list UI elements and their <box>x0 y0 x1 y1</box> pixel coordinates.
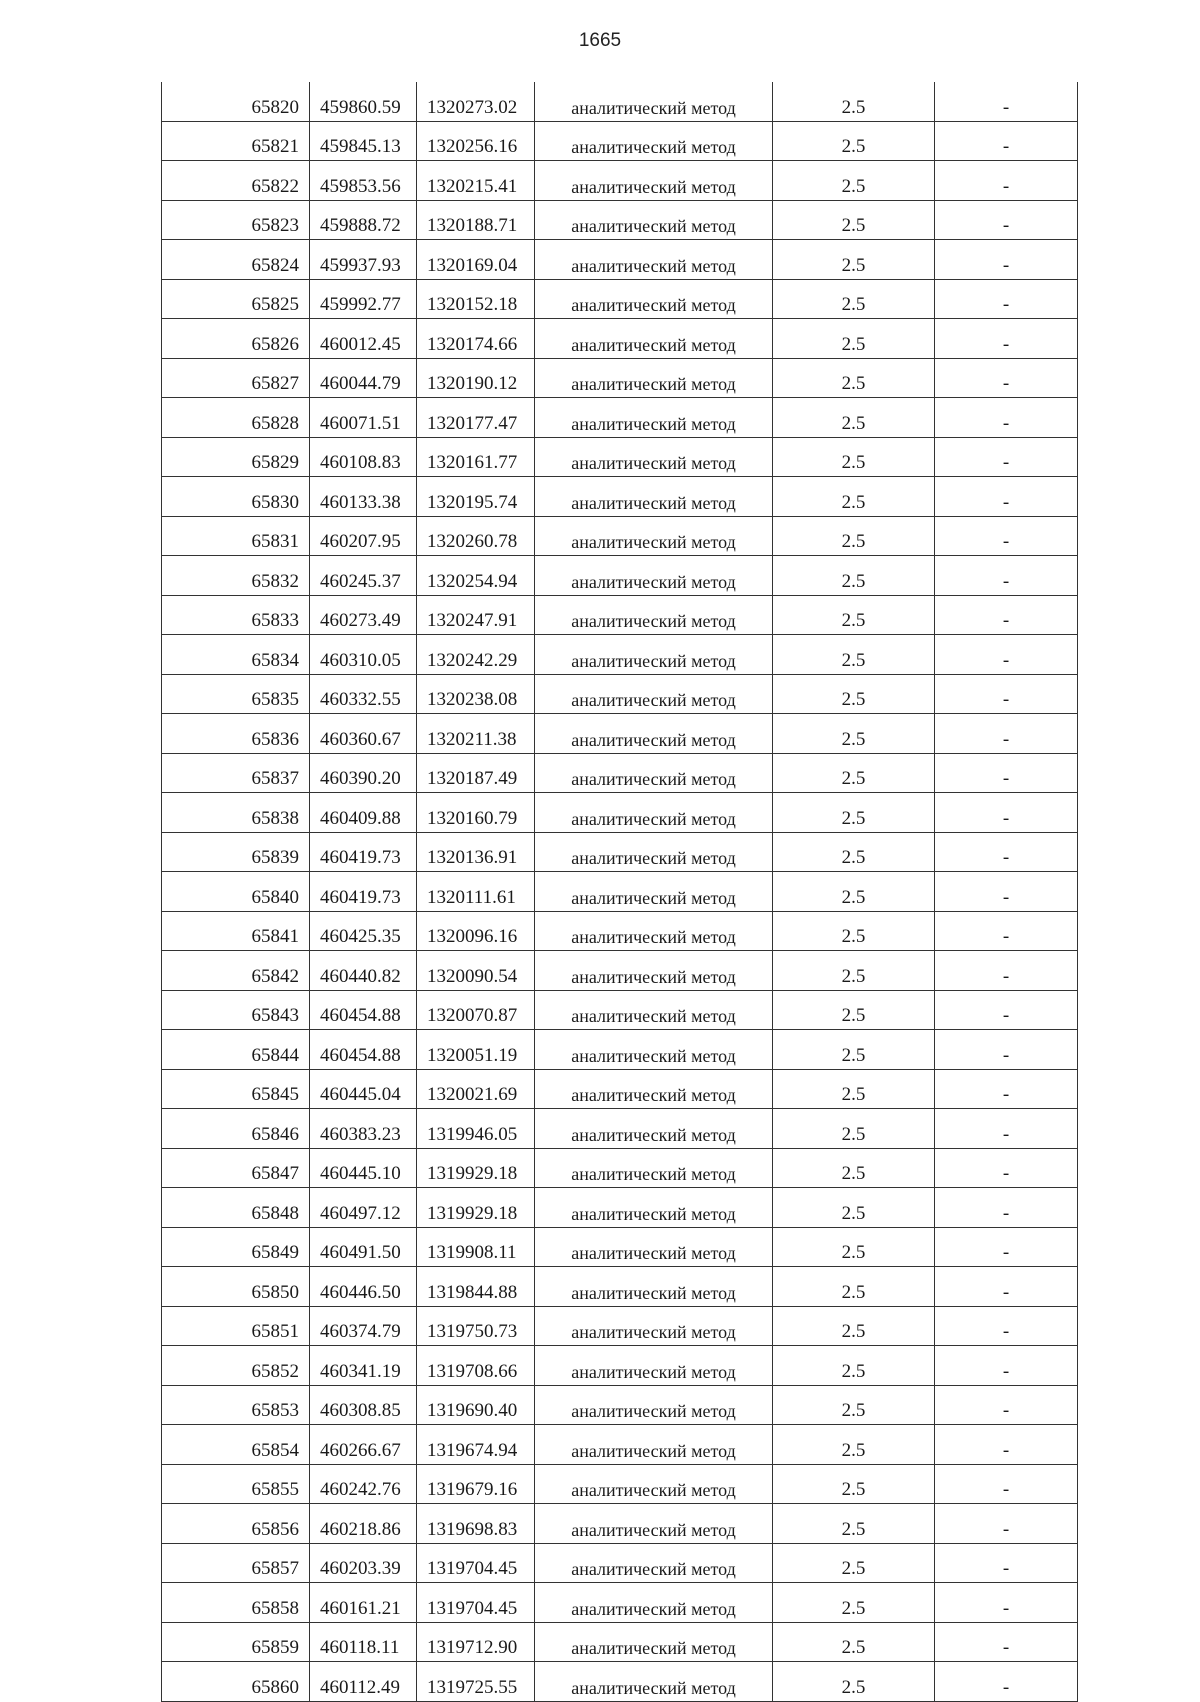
table-row <box>162 1227 1078 1267</box>
note-cell: - <box>935 1346 1078 1386</box>
accuracy-cell: 2.5 <box>773 990 935 1030</box>
note-cell: - <box>935 872 1078 912</box>
method-cell: аналитический метод <box>535 1109 773 1149</box>
accuracy-cell: 2.5 <box>773 1622 935 1662</box>
accuracy-cell: 2.5 <box>773 911 935 951</box>
y-coordinate-cell: 1320187.49 <box>417 753 535 793</box>
accuracy-cell: 2.5 <box>773 1543 935 1583</box>
point-number-cell: 65826 <box>162 319 310 359</box>
accuracy-cell: 2.5 <box>773 1030 935 1070</box>
accuracy-cell: 2.5 <box>773 1385 935 1425</box>
note-cell: - <box>935 398 1078 438</box>
point-number-cell: 65860 <box>162 1662 310 1702</box>
point-number-cell: 65824 <box>162 240 310 280</box>
accuracy-cell: 2.5 <box>773 398 935 438</box>
point-number-cell: 65850 <box>162 1267 310 1307</box>
accuracy-cell: 2.5 <box>773 1504 935 1544</box>
y-coordinate-cell: 1319750.73 <box>417 1306 535 1346</box>
y-coordinate-cell: 1319679.16 <box>417 1464 535 1504</box>
x-coordinate-cell: 459860.59 <box>310 82 417 121</box>
note-cell: - <box>935 635 1078 675</box>
accuracy-cell: 2.5 <box>773 951 935 991</box>
method-cell: аналитический метод <box>535 793 773 833</box>
y-coordinate-cell: 1320238.08 <box>417 674 535 714</box>
table-row <box>162 1622 1078 1662</box>
table-row <box>162 437 1078 477</box>
x-coordinate-cell: 460071.51 <box>310 398 417 438</box>
accuracy-cell: 2.5 <box>773 240 935 280</box>
method-cell: аналитический метод <box>535 911 773 951</box>
x-coordinate-cell: 460308.85 <box>310 1385 417 1425</box>
note-cell: - <box>935 793 1078 833</box>
y-coordinate-cell: 1320273.02 <box>417 82 535 121</box>
accuracy-cell: 2.5 <box>773 714 935 754</box>
accuracy-cell: 2.5 <box>773 635 935 675</box>
note-cell: - <box>935 279 1078 319</box>
method-cell: аналитический метод <box>535 1188 773 1228</box>
y-coordinate-cell: 1320136.91 <box>417 832 535 872</box>
x-coordinate-cell: 460440.82 <box>310 951 417 991</box>
table-row <box>162 516 1078 556</box>
table-row <box>162 1504 1078 1544</box>
point-number-cell: 65847 <box>162 1148 310 1188</box>
note-cell: - <box>935 477 1078 517</box>
y-coordinate-cell: 1319929.18 <box>417 1148 535 1188</box>
table-row <box>162 832 1078 872</box>
method-cell: аналитический метод <box>535 200 773 240</box>
y-coordinate-cell: 1320260.78 <box>417 516 535 556</box>
y-coordinate-cell: 1319704.45 <box>417 1543 535 1583</box>
x-coordinate-cell: 460409.88 <box>310 793 417 833</box>
point-number-cell: 65838 <box>162 793 310 833</box>
point-number-cell: 65831 <box>162 516 310 556</box>
note-cell: - <box>935 240 1078 280</box>
point-number-cell: 65827 <box>162 358 310 398</box>
y-coordinate-cell: 1319946.05 <box>417 1109 535 1149</box>
table-row <box>162 1425 1078 1465</box>
x-coordinate-cell: 460446.50 <box>310 1267 417 1307</box>
point-number-cell: 65830 <box>162 477 310 517</box>
y-coordinate-cell: 1319690.40 <box>417 1385 535 1425</box>
y-coordinate-cell: 1320161.77 <box>417 437 535 477</box>
note-cell: - <box>935 990 1078 1030</box>
y-coordinate-cell: 1319844.88 <box>417 1267 535 1307</box>
y-coordinate-cell: 1320021.69 <box>417 1069 535 1109</box>
method-cell: аналитический метод <box>535 714 773 754</box>
point-number-cell: 65822 <box>162 161 310 201</box>
y-coordinate-cell: 1320190.12 <box>417 358 535 398</box>
x-coordinate-cell: 459888.72 <box>310 200 417 240</box>
method-cell: аналитический метод <box>535 358 773 398</box>
accuracy-cell: 2.5 <box>773 1346 935 1386</box>
accuracy-cell: 2.5 <box>773 1583 935 1623</box>
method-cell: аналитический метод <box>535 951 773 991</box>
point-number-cell: 65842 <box>162 951 310 991</box>
method-cell: аналитический метод <box>535 1543 773 1583</box>
y-coordinate-cell: 1320096.16 <box>417 911 535 951</box>
method-cell: аналитический метод <box>535 161 773 201</box>
table-row <box>162 1385 1078 1425</box>
table-row <box>162 1267 1078 1307</box>
x-coordinate-cell: 460390.20 <box>310 753 417 793</box>
page-number: 1665 <box>578 30 622 51</box>
table-row <box>162 477 1078 517</box>
point-number-cell: 65845 <box>162 1069 310 1109</box>
y-coordinate-cell: 1319712.90 <box>417 1622 535 1662</box>
note-cell: - <box>935 1425 1078 1465</box>
accuracy-cell: 2.5 <box>773 1188 935 1228</box>
coordinates-table <box>161 82 1078 1702</box>
method-cell: аналитический метод <box>535 1385 773 1425</box>
accuracy-cell: 2.5 <box>773 753 935 793</box>
y-coordinate-cell: 1320195.74 <box>417 477 535 517</box>
x-coordinate-cell: 460445.10 <box>310 1148 417 1188</box>
point-number-cell: 65846 <box>162 1109 310 1149</box>
method-cell: аналитический метод <box>535 753 773 793</box>
x-coordinate-cell: 460133.38 <box>310 477 417 517</box>
note-cell: - <box>935 121 1078 161</box>
table-row <box>162 990 1078 1030</box>
x-coordinate-cell: 460218.86 <box>310 1504 417 1544</box>
x-coordinate-cell: 460360.67 <box>310 714 417 754</box>
y-coordinate-cell: 1319708.66 <box>417 1346 535 1386</box>
accuracy-cell: 2.5 <box>773 1148 935 1188</box>
table-row <box>162 872 1078 912</box>
x-coordinate-cell: 460419.73 <box>310 872 417 912</box>
x-coordinate-cell: 459853.56 <box>310 161 417 201</box>
method-cell: аналитический метод <box>535 516 773 556</box>
x-coordinate-cell: 459845.13 <box>310 121 417 161</box>
accuracy-cell: 2.5 <box>773 1109 935 1149</box>
point-number-cell: 65820 <box>162 82 310 121</box>
method-cell: аналитический метод <box>535 1504 773 1544</box>
note-cell: - <box>935 161 1078 201</box>
method-cell: аналитический метод <box>535 832 773 872</box>
note-cell: - <box>935 437 1078 477</box>
accuracy-cell: 2.5 <box>773 832 935 872</box>
x-coordinate-cell: 460425.35 <box>310 911 417 951</box>
method-cell: аналитический метод <box>535 1030 773 1070</box>
accuracy-cell: 2.5 <box>773 1662 935 1702</box>
y-coordinate-cell: 1319725.55 <box>417 1662 535 1702</box>
point-number-cell: 65840 <box>162 872 310 912</box>
point-number-cell: 65834 <box>162 635 310 675</box>
method-cell: аналитический метод <box>535 1583 773 1623</box>
accuracy-cell: 2.5 <box>773 161 935 201</box>
note-cell: - <box>935 556 1078 596</box>
accuracy-cell: 2.5 <box>773 793 935 833</box>
point-number-cell: 65825 <box>162 279 310 319</box>
coordinates-table-body <box>162 82 1078 1701</box>
table-row <box>162 1662 1078 1702</box>
x-coordinate-cell: 460266.67 <box>310 1425 417 1465</box>
table-row <box>162 161 1078 201</box>
x-coordinate-cell: 460341.19 <box>310 1346 417 1386</box>
point-number-cell: 65852 <box>162 1346 310 1386</box>
accuracy-cell: 2.5 <box>773 319 935 359</box>
point-number-cell: 65836 <box>162 714 310 754</box>
accuracy-cell: 2.5 <box>773 82 935 121</box>
table-row <box>162 200 1078 240</box>
note-cell: - <box>935 1583 1078 1623</box>
note-cell: - <box>935 1385 1078 1425</box>
y-coordinate-cell: 1320254.94 <box>417 556 535 596</box>
accuracy-cell: 2.5 <box>773 516 935 556</box>
method-cell: аналитический метод <box>535 477 773 517</box>
method-cell: аналитический метод <box>535 1306 773 1346</box>
point-number-cell: 65843 <box>162 990 310 1030</box>
point-number-cell: 65854 <box>162 1425 310 1465</box>
y-coordinate-cell: 1319908.11 <box>417 1227 535 1267</box>
method-cell: аналитический метод <box>535 1267 773 1307</box>
table-row <box>162 1543 1078 1583</box>
method-cell: аналитический метод <box>535 556 773 596</box>
x-coordinate-cell: 460108.83 <box>310 437 417 477</box>
x-coordinate-cell: 460419.73 <box>310 832 417 872</box>
accuracy-cell: 2.5 <box>773 200 935 240</box>
point-number-cell: 65821 <box>162 121 310 161</box>
accuracy-cell: 2.5 <box>773 872 935 912</box>
method-cell: аналитический метод <box>535 1069 773 1109</box>
note-cell: - <box>935 1148 1078 1188</box>
y-coordinate-cell: 1320247.91 <box>417 595 535 635</box>
y-coordinate-cell: 1319929.18 <box>417 1188 535 1228</box>
note-cell: - <box>935 516 1078 556</box>
note-cell: - <box>935 358 1078 398</box>
point-number-cell: 65856 <box>162 1504 310 1544</box>
table-row <box>162 911 1078 951</box>
note-cell: - <box>935 674 1078 714</box>
table-row <box>162 1109 1078 1149</box>
point-number-cell: 65858 <box>162 1583 310 1623</box>
table-row <box>162 951 1078 991</box>
note-cell: - <box>935 1504 1078 1544</box>
y-coordinate-cell: 1320090.54 <box>417 951 535 991</box>
note-cell: - <box>935 595 1078 635</box>
accuracy-cell: 2.5 <box>773 1306 935 1346</box>
x-coordinate-cell: 460332.55 <box>310 674 417 714</box>
y-coordinate-cell: 1320160.79 <box>417 793 535 833</box>
method-cell: аналитический метод <box>535 279 773 319</box>
x-coordinate-cell: 460374.79 <box>310 1306 417 1346</box>
point-number-cell: 65853 <box>162 1385 310 1425</box>
method-cell: аналитический метод <box>535 1662 773 1702</box>
x-coordinate-cell: 460273.49 <box>310 595 417 635</box>
point-number-cell: 65833 <box>162 595 310 635</box>
table-row <box>162 674 1078 714</box>
note-cell: - <box>935 1543 1078 1583</box>
note-cell: - <box>935 1306 1078 1346</box>
table-row <box>162 1346 1078 1386</box>
method-cell: аналитический метод <box>535 1622 773 1662</box>
table-row <box>162 82 1078 121</box>
point-number-cell: 65859 <box>162 1622 310 1662</box>
note-cell: - <box>935 1030 1078 1070</box>
method-cell: аналитический метод <box>535 872 773 912</box>
note-cell: - <box>935 911 1078 951</box>
note-cell: - <box>935 714 1078 754</box>
y-coordinate-cell: 1320211.38 <box>417 714 535 754</box>
accuracy-cell: 2.5 <box>773 1425 935 1465</box>
method-cell: аналитический метод <box>535 635 773 675</box>
point-number-cell: 65828 <box>162 398 310 438</box>
x-coordinate-cell: 460497.12 <box>310 1188 417 1228</box>
point-number-cell: 65829 <box>162 437 310 477</box>
x-coordinate-cell: 459992.77 <box>310 279 417 319</box>
table-row <box>162 319 1078 359</box>
y-coordinate-cell: 1319674.94 <box>417 1425 535 1465</box>
table-row <box>162 1306 1078 1346</box>
x-coordinate-cell: 460454.88 <box>310 990 417 1030</box>
note-cell: - <box>935 753 1078 793</box>
table-row <box>162 1188 1078 1228</box>
note-cell: - <box>935 82 1078 121</box>
table-row <box>162 240 1078 280</box>
y-coordinate-cell: 1319704.45 <box>417 1583 535 1623</box>
accuracy-cell: 2.5 <box>773 279 935 319</box>
note-cell: - <box>935 951 1078 991</box>
table-row <box>162 1464 1078 1504</box>
note-cell: - <box>935 832 1078 872</box>
note-cell: - <box>935 1227 1078 1267</box>
y-coordinate-cell: 1320174.66 <box>417 319 535 359</box>
y-coordinate-cell: 1320070.87 <box>417 990 535 1030</box>
y-coordinate-cell: 1320111.61 <box>417 872 535 912</box>
x-coordinate-cell: 460203.39 <box>310 1543 417 1583</box>
y-coordinate-cell: 1320152.18 <box>417 279 535 319</box>
point-number-cell: 65837 <box>162 753 310 793</box>
table-row <box>162 1583 1078 1623</box>
table-row <box>162 635 1078 675</box>
method-cell: аналитический метод <box>535 437 773 477</box>
x-coordinate-cell: 460242.76 <box>310 1464 417 1504</box>
note-cell: - <box>935 319 1078 359</box>
note-cell: - <box>935 1464 1078 1504</box>
accuracy-cell: 2.5 <box>773 477 935 517</box>
method-cell: аналитический метод <box>535 595 773 635</box>
x-coordinate-cell: 460454.88 <box>310 1030 417 1070</box>
point-number-cell: 65851 <box>162 1306 310 1346</box>
accuracy-cell: 2.5 <box>773 1227 935 1267</box>
method-cell: аналитический метод <box>535 121 773 161</box>
accuracy-cell: 2.5 <box>773 437 935 477</box>
y-coordinate-cell: 1319698.83 <box>417 1504 535 1544</box>
point-number-cell: 65855 <box>162 1464 310 1504</box>
method-cell: аналитический метод <box>535 674 773 714</box>
x-coordinate-cell: 460491.50 <box>310 1227 417 1267</box>
method-cell: аналитический метод <box>535 1425 773 1465</box>
method-cell: аналитический метод <box>535 990 773 1030</box>
table-row <box>162 595 1078 635</box>
table-row <box>162 1030 1078 1070</box>
table-row <box>162 398 1078 438</box>
point-number-cell: 65841 <box>162 911 310 951</box>
method-cell: аналитический метод <box>535 82 773 121</box>
y-coordinate-cell: 1320169.04 <box>417 240 535 280</box>
method-cell: аналитический метод <box>535 398 773 438</box>
accuracy-cell: 2.5 <box>773 595 935 635</box>
x-coordinate-cell: 460310.05 <box>310 635 417 675</box>
accuracy-cell: 2.5 <box>773 1267 935 1307</box>
y-coordinate-cell: 1320051.19 <box>417 1030 535 1070</box>
point-number-cell: 65835 <box>162 674 310 714</box>
x-coordinate-cell: 460383.23 <box>310 1109 417 1149</box>
accuracy-cell: 2.5 <box>773 358 935 398</box>
method-cell: аналитический метод <box>535 1148 773 1188</box>
table-row <box>162 793 1078 833</box>
accuracy-cell: 2.5 <box>773 674 935 714</box>
table-row <box>162 1148 1078 1188</box>
note-cell: - <box>935 1622 1078 1662</box>
y-coordinate-cell: 1320215.41 <box>417 161 535 201</box>
note-cell: - <box>935 1109 1078 1149</box>
table-row <box>162 1069 1078 1109</box>
point-number-cell: 65849 <box>162 1227 310 1267</box>
table-row <box>162 556 1078 596</box>
table-row <box>162 358 1078 398</box>
x-coordinate-cell: 460207.95 <box>310 516 417 556</box>
y-coordinate-cell: 1320242.29 <box>417 635 535 675</box>
x-coordinate-cell: 460112.49 <box>310 1662 417 1702</box>
method-cell: аналитический метод <box>535 1346 773 1386</box>
y-coordinate-cell: 1320188.71 <box>417 200 535 240</box>
x-coordinate-cell: 460161.21 <box>310 1583 417 1623</box>
point-number-cell: 65844 <box>162 1030 310 1070</box>
method-cell: аналитический метод <box>535 1464 773 1504</box>
accuracy-cell: 2.5 <box>773 121 935 161</box>
table-row <box>162 753 1078 793</box>
method-cell: аналитический метод <box>535 1227 773 1267</box>
note-cell: - <box>935 1662 1078 1702</box>
accuracy-cell: 2.5 <box>773 556 935 596</box>
y-coordinate-cell: 1320177.47 <box>417 398 535 438</box>
note-cell: - <box>935 200 1078 240</box>
x-coordinate-cell: 460245.37 <box>310 556 417 596</box>
point-number-cell: 65823 <box>162 200 310 240</box>
point-number-cell: 65857 <box>162 1543 310 1583</box>
point-number-cell: 65839 <box>162 832 310 872</box>
table-row <box>162 714 1078 754</box>
note-cell: - <box>935 1267 1078 1307</box>
table-row <box>162 279 1078 319</box>
accuracy-cell: 2.5 <box>773 1069 935 1109</box>
x-coordinate-cell: 459937.93 <box>310 240 417 280</box>
point-number-cell: 65832 <box>162 556 310 596</box>
x-coordinate-cell: 460445.04 <box>310 1069 417 1109</box>
note-cell: - <box>935 1069 1078 1109</box>
point-number-cell: 65848 <box>162 1188 310 1228</box>
x-coordinate-cell: 460044.79 <box>310 358 417 398</box>
table-row <box>162 121 1078 161</box>
x-coordinate-cell: 460012.45 <box>310 319 417 359</box>
method-cell: аналитический метод <box>535 319 773 359</box>
method-cell: аналитический метод <box>535 240 773 280</box>
note-cell: - <box>935 1188 1078 1228</box>
y-coordinate-cell: 1320256.16 <box>417 121 535 161</box>
x-coordinate-cell: 460118.11 <box>310 1622 417 1662</box>
accuracy-cell: 2.5 <box>773 1464 935 1504</box>
